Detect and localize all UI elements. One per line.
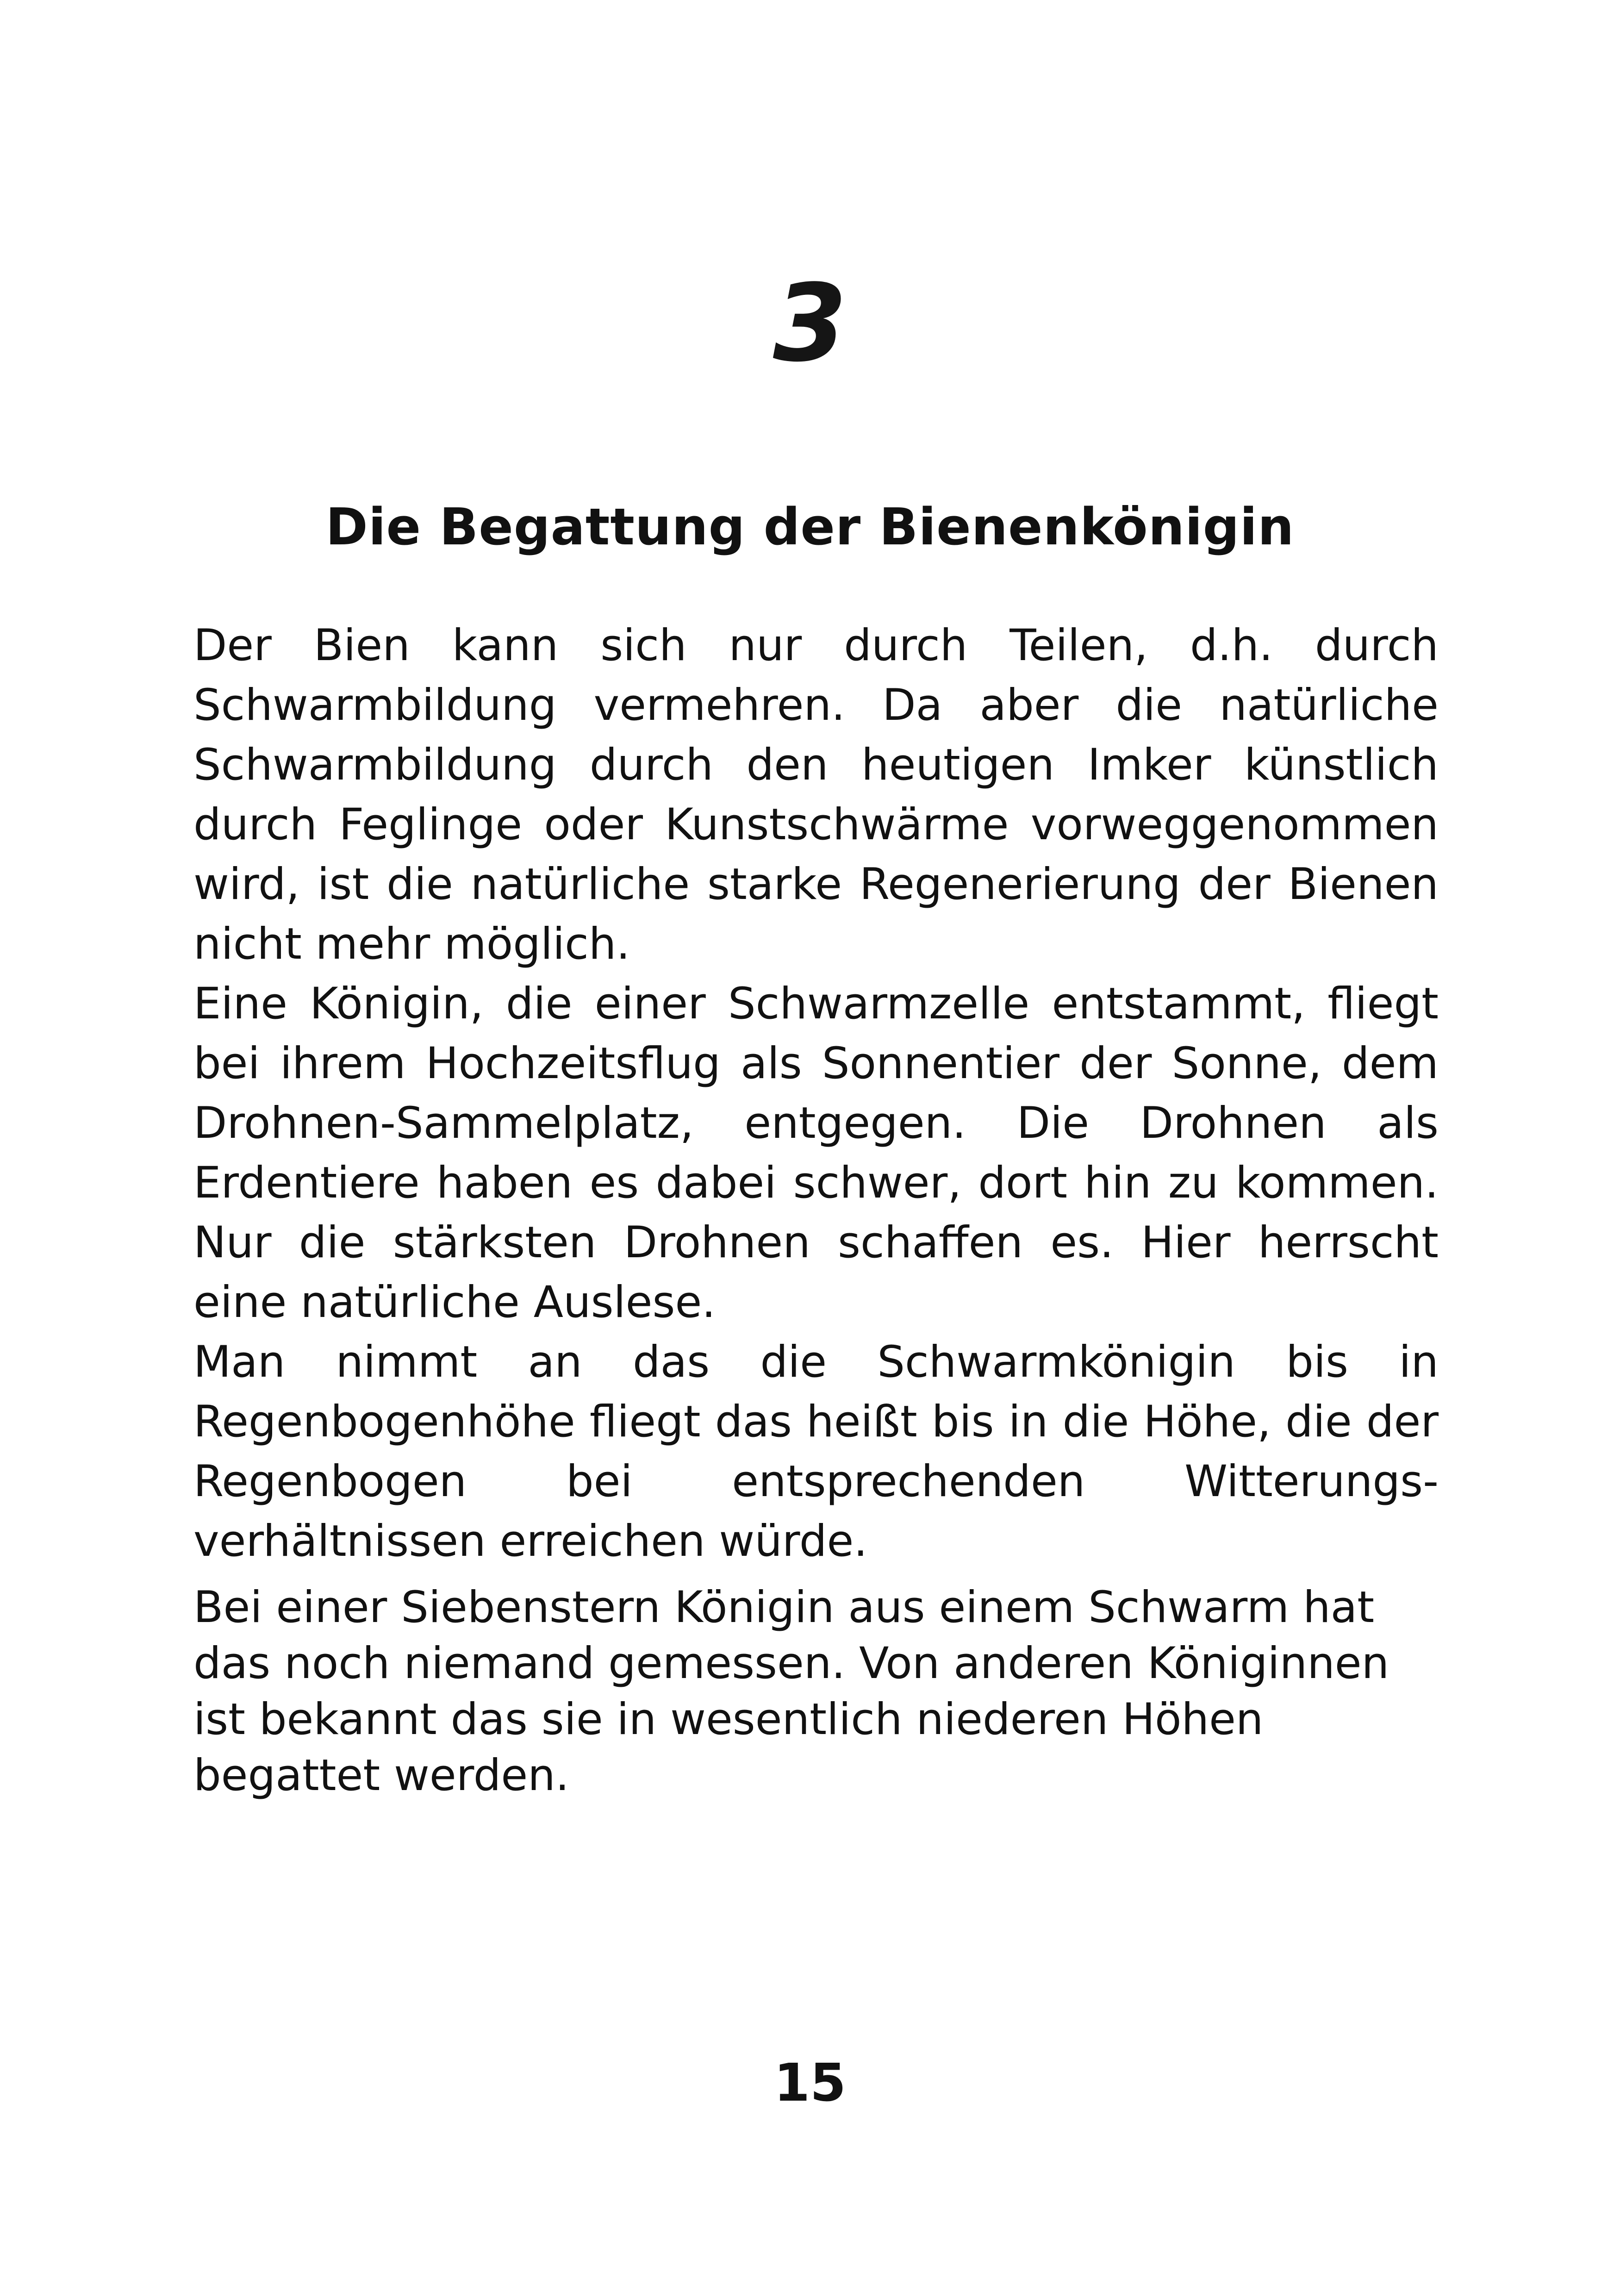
paragraph-3: Man nimmt an das die Schwarmkönigin bis in Regenbogenhöhe fliegt das heißt bis in die Höhe, die der Regenbogen bei entsprechenden Witterungsverhältnissen erreichen würde.: [193, 1337, 1439, 1566]
body-text: [193, 616, 1439, 1571]
chapter-number: 3: [773, 262, 847, 386]
chapter-title: Die Begattung der Bienenkönigin: [325, 497, 1295, 556]
paragraph-1: Der Bien kann sich nur durch Teilen, d.h. durch Schwarmbildung vermehren. Da aber die natürliche Schwarmbildung durch den heutigen Imker künstlich durch Feglinge oder Kunstschwärme vorweggenommen wird, ist die natürliche starke Regenerierung der Bienen nicht mehr möglich.: [193, 620, 1439, 969]
paragraph-2: Eine Königin, die einer Schwarmzelle entstammt, fliegt bei ihrem Hochzeitsflug als Sonnentier der Sonne, dem Drohnen-Sammelplatz, entgegen. Die Drohnen als Erdentiere haben es dabei schwer, dort hin zu kommen. Nur die stärksten Drohnen schaffen es. Hier herrscht eine natürliche Auslese.: [193, 979, 1439, 1328]
closing-text: [193, 1579, 1439, 1803]
page-number: 15: [774, 2053, 846, 2113]
paragraph-4: Bei einer Siebenstern Königin aus einem Schwarm hat das noch niemand gemessen. Von anderen Königinnen ist bekannt das sie in wesentlich niederen Höhen begattet werden.: [193, 1582, 1389, 1801]
